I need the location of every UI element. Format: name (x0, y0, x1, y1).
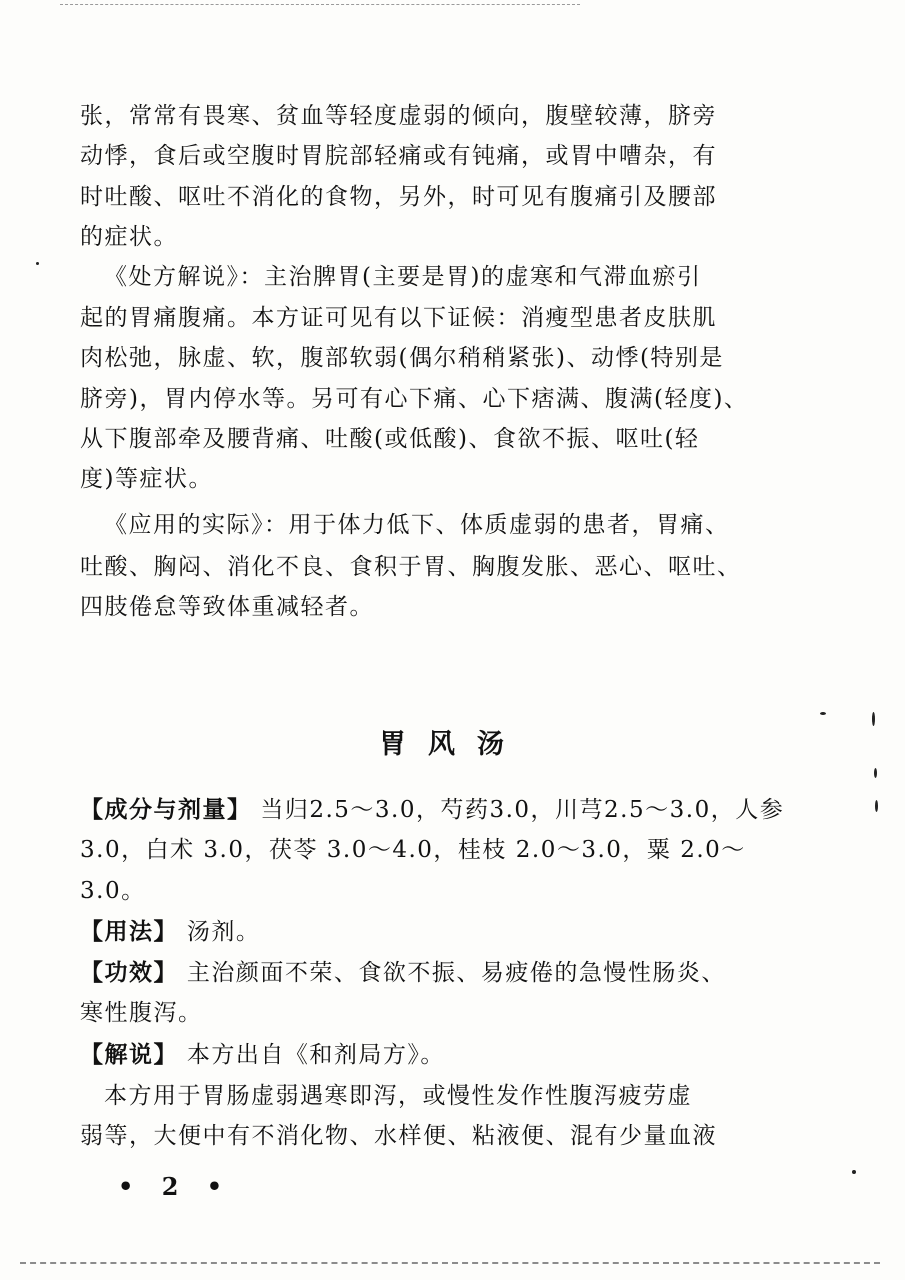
usage-label: 【用法】 (80, 918, 178, 945)
explanation-line: 从下腹部牵及腰背痛、吐酸(或低酸)、食欲不振、呕吐(轻 (80, 426, 700, 452)
commentary-line: 弱等，大便中有不消化物、水样便、粘液便、混有少量血液 (80, 1123, 717, 1149)
explanation-line: 肉松弛，脉虚、软，腹部软弱(偶尔稍稍紧张)、动悸(特别是 (80, 345, 724, 371)
commentary-label: 【解说】 (80, 1041, 178, 1068)
scan-speck (872, 712, 875, 726)
explanation-line: 脐旁)，胃内停水等。另可有心下痛、心下痞满、腹满(轻度)、 (80, 386, 749, 412)
application-line: 吐酸、胸闷、消化不良、食积于胃、胸腹发胀、恶心、呕吐、 (80, 554, 742, 580)
text-line: 的症状。 (80, 224, 178, 250)
ingredients-label: 【成分与剂量】 (80, 796, 252, 823)
ingredients-line: 3.0，白术 3.0，茯苓 3.0～4.0，桂枝 2.0～3.0，粟 2.0～ (80, 837, 746, 863)
efficacy-line: 寒性腹泻。 (80, 1000, 203, 1026)
efficacy-text: 主治颜面不荣、食欲不振、易疲倦的急慢性肠炎、 (186, 960, 726, 986)
scan-speck (852, 1170, 856, 1174)
commentary-text: 本方出自《和剂局方》。 (186, 1042, 445, 1068)
ingredients-text: 当归2.5～3.0，芍药3.0，川芎2.5～3.0，人参 (260, 797, 785, 823)
explanation-line: 《处方解说》：主治脾胃(主要是胃)的虚寒和气滞血瘀引 (104, 264, 702, 290)
usage-text: 汤剂。 (186, 919, 261, 945)
explanation-line: 起的胃痛腹痛。本方证可见有以下证候：消瘦型患者皮肤肌 (80, 305, 717, 331)
commentary-line (80, 1040, 770, 1070)
text-line: 张，常常有畏寒、贫血等轻度虚弱的倾向，腹壁较薄，脐旁 (80, 103, 717, 129)
scan-edge-bottom (20, 1262, 880, 1264)
scan-speck (36, 262, 39, 265)
scan-speck (874, 768, 877, 778)
text-line: 动悸，食后或空腹时胃脘部轻痛或有钝痛，或胃中嘈杂，有 (80, 143, 717, 169)
application-line: 《应用的实际》：用于体力低下、体质虚弱的患者，胃痛、 (104, 512, 730, 538)
usage-line (80, 917, 770, 947)
ingredients-line: 3.0。 (80, 878, 146, 904)
scan-edge-top (60, 4, 580, 5)
efficacy-label: 【功效】 (80, 959, 178, 986)
efficacy-line (80, 958, 770, 988)
explanation-line: 度)等症状。 (80, 466, 213, 492)
commentary-line: 本方用于胃肠虚弱遇寒即泻，或慢性发作性腹泻疲劳虚 (104, 1083, 692, 1109)
section-title: 胃风汤 (379, 729, 526, 760)
ingredients-line (80, 795, 785, 825)
scan-speck (875, 800, 878, 812)
page-number: • 2 • (118, 1172, 233, 1201)
application-line: 四肢倦怠等致体重减轻者。 (80, 594, 374, 620)
text-line: 时吐酸、呕吐不消化的食物，另外，时可见有腹痛引及腰部 (80, 184, 717, 210)
scan-speck (820, 712, 826, 715)
